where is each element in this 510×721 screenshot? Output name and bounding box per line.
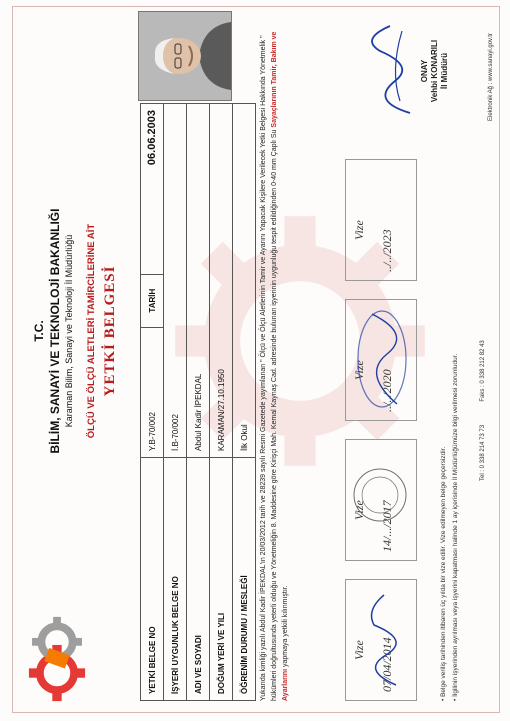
paragraph-text: Yukarıda kimliği yazılı Abdul Kadir İPEKDAL'ın 20/03/2012 tarih ve 28239 sayılı Resmi Gazetede yayımlanan " Ölçü ve Ölçü Aletlerinin Tamir ve Ayarını Yapacak Kişilere Verilecek Yetki Belgesi Hakkında Yönetmelik " hükümleri doğrultusunda yeterli olduğu ve Yönetmeliğin 8. Maddesine göre Kirişçi Mah. Kemal Kaynaş Cad. adresinde bulunan işyerinin uygunluğu tespit edildiğinden 0-40 mm Çaplı Su <box>260 35 278 701</box>
vize-box <box>345 439 417 561</box>
table-row <box>141 104 164 701</box>
person-photo-icon <box>139 12 231 100</box>
approver-name: Vehbi KONARILI <box>430 39 439 103</box>
vize-date: ../../2023 <box>380 229 394 272</box>
header-tc: T.C. <box>32 320 46 342</box>
row-label: ÖĞRENİM DURUMU / MESLEĞİ <box>233 458 256 701</box>
holder-photo <box>138 11 232 101</box>
table-row <box>187 104 210 701</box>
row-label: ADI VE SOYADI <box>187 458 210 701</box>
row-label: İŞYERİ UYGUNLUK BELGE NO <box>164 458 187 701</box>
notes <box>438 354 462 701</box>
header-ministry: BİLİM, SANAYİ VE TEKNOLOJİ BAKANLIĞI <box>48 208 62 454</box>
note-item: • Belge veriliş tarihinden itibaren üç yılda bir vize edilir. Vize edilmeyen belge geçersizdir. <box>440 446 447 701</box>
footer-tel: Tel : 0 338 214 73 73 <box>480 424 486 481</box>
table-row <box>233 104 256 701</box>
approver-role: İl Müdürü <box>440 53 449 89</box>
authorization-paragraph <box>258 21 291 701</box>
row-label: YETKİ BELGE NO <box>141 458 164 701</box>
note-item: • İlgilinin işyerinden ayrılması veya işyerini kapatması halinde 1 ay içerisinde İl Müdürlüğümüze bilgi verilmesi zorunludur. <box>452 353 459 701</box>
document-title: YETKİ BELGESİ <box>102 265 118 397</box>
row-label: DOĞUM YERİ VE YILI <box>210 458 233 701</box>
vize-label: Vize <box>352 360 366 380</box>
header-subtitle: ÖLÇÜ VE ÖLÇÜ ALETLERİ TAMİRCİLERİNE AİT <box>86 223 97 439</box>
footer-web: Elektronik Ağ : www.sanayi.gov.tr <box>488 33 494 121</box>
director-signature-icon <box>360 21 420 121</box>
vize-date: 14/.../2017 <box>380 500 394 552</box>
signature-icon <box>356 590 406 690</box>
footer-fax: Faks : 0 338 212 82 43 <box>480 340 486 402</box>
authorized-scope: Sayaçlarının Tamir, Bakım ve Ayarlarını <box>271 31 289 701</box>
row-value: Y.B-70/002 <box>141 327 164 457</box>
vize-label: Vize <box>352 640 366 660</box>
date-value: 06.06.2003 <box>141 104 164 275</box>
info-table <box>140 103 256 701</box>
vize-box <box>345 159 417 281</box>
date-label: TARİH <box>141 274 164 327</box>
header-directorate: Karaman Bilim, Sanayi ve Teknoloji İl Müdürlüğü <box>64 234 74 428</box>
table-row <box>164 104 187 701</box>
vize-label: Vize <box>352 500 366 520</box>
approval-label: ONAY <box>420 59 429 83</box>
row-value: Abdul Kadir İPEKDAL <box>187 104 210 458</box>
paragraph-text-end: yapmaya yetkili kılınmıştır. <box>282 585 289 667</box>
vize-date: 07/04/2014 <box>380 637 394 692</box>
row-value: İ.B-70/002 <box>164 104 187 458</box>
table-row <box>210 104 233 701</box>
stamp-icon <box>352 304 412 414</box>
vize-date: ../../2020 <box>380 369 394 412</box>
vize-box <box>345 579 417 701</box>
vize-label: Vize <box>352 220 366 240</box>
footer-contact <box>480 340 486 481</box>
row-value: İlk Okul <box>233 104 256 458</box>
approval-block <box>420 16 450 126</box>
row-value: KARAMAN/27.10.1950 <box>210 104 233 458</box>
vize-box <box>345 299 417 421</box>
stamp-icon <box>350 450 410 540</box>
gear-logo-icon <box>18 611 96 707</box>
